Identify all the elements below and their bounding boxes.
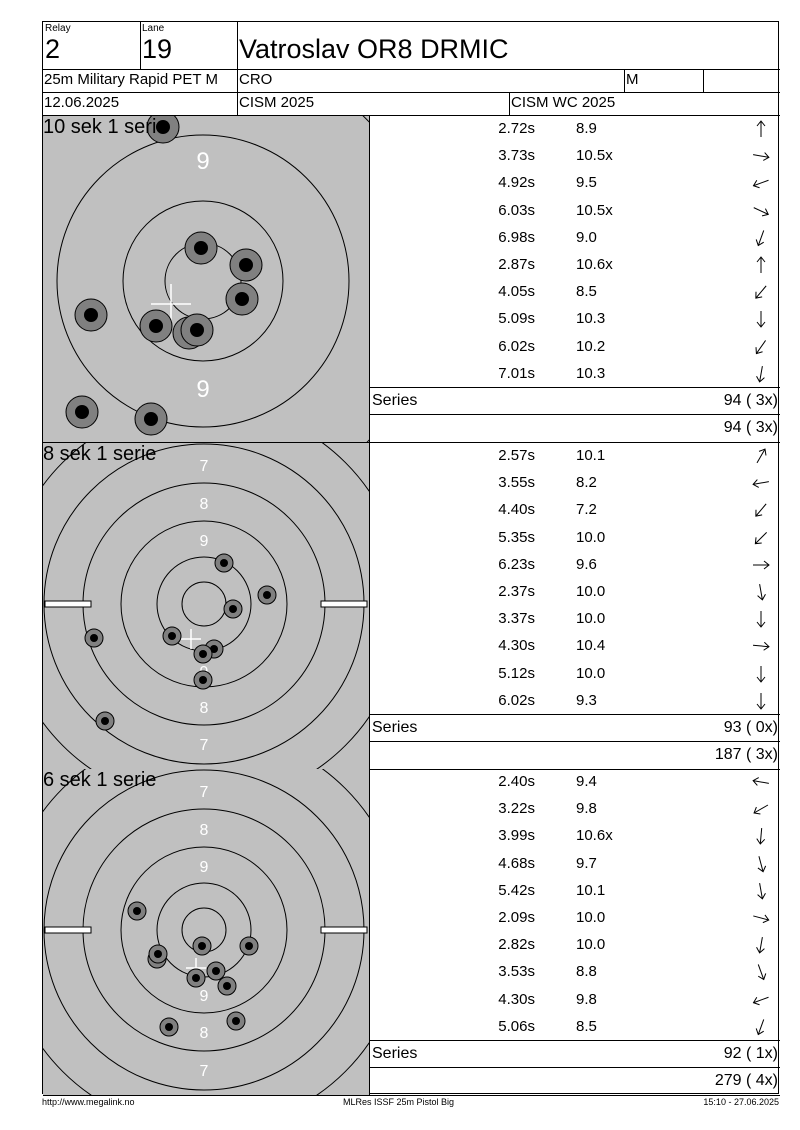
shot-direction bbox=[750, 582, 772, 602]
direction-arrow-icon bbox=[750, 582, 772, 602]
direction-arrow-icon bbox=[750, 1017, 772, 1037]
running-total: 279 ( 4x) bbox=[714, 1072, 778, 1089]
shots-table bbox=[369, 116, 780, 442]
shot-direction bbox=[750, 636, 772, 656]
shot-direction bbox=[750, 201, 772, 221]
shot-value: 10.3 bbox=[576, 310, 606, 328]
shot-time: 6.23s bbox=[498, 555, 535, 573]
nation-cell bbox=[238, 70, 624, 92]
ring-label: 8 bbox=[199, 496, 209, 513]
shot-direction bbox=[750, 555, 772, 575]
shot-row bbox=[370, 688, 780, 715]
shot-hole bbox=[193, 937, 211, 955]
shot-value: 10.1 bbox=[576, 881, 606, 899]
footer-url: http://www.megalink.no bbox=[42, 1097, 135, 1107]
shot-direction bbox=[750, 337, 772, 357]
date: 12.06.2025 bbox=[44, 94, 120, 111]
shot-hole bbox=[258, 586, 276, 604]
direction-arrow-icon bbox=[750, 528, 772, 548]
shot-row bbox=[370, 443, 780, 470]
ring-label: 8 bbox=[199, 700, 209, 717]
shot-hole bbox=[218, 977, 236, 995]
shot-row bbox=[370, 606, 780, 633]
shot-hole bbox=[226, 283, 258, 315]
shot-time: 5.09s bbox=[498, 310, 535, 328]
shot-time: 6.03s bbox=[498, 201, 535, 219]
direction-arrow-icon bbox=[750, 691, 772, 711]
shot-direction bbox=[750, 255, 772, 275]
shot-row bbox=[370, 932, 780, 959]
match-cell bbox=[510, 93, 780, 115]
shot-time: 4.68s bbox=[498, 854, 535, 872]
athlete-name: Vatroslav OR8 DRMIC bbox=[239, 34, 509, 64]
direction-arrow-icon bbox=[750, 500, 772, 520]
direction-arrow-icon bbox=[750, 146, 772, 166]
shot-value: 10.6x bbox=[576, 256, 613, 273]
shot-time: 5.06s bbox=[498, 1017, 535, 1035]
shot-row bbox=[370, 198, 780, 225]
shot-time: 4.92s bbox=[498, 174, 535, 192]
shot-time: 3.73s bbox=[498, 147, 535, 165]
shot-direction bbox=[750, 228, 772, 248]
shot-time: 5.35s bbox=[498, 528, 535, 546]
direction-arrow-icon bbox=[750, 201, 772, 221]
shot-direction bbox=[750, 119, 772, 139]
shot-row bbox=[370, 525, 780, 552]
target-image bbox=[43, 769, 369, 1095]
shot-direction bbox=[750, 146, 772, 166]
shot-hole bbox=[230, 249, 262, 281]
shot-value: 8.2 bbox=[576, 474, 597, 492]
shot-value: 10.2 bbox=[576, 337, 606, 355]
shot-hole bbox=[85, 629, 103, 647]
shot-hole bbox=[140, 310, 172, 342]
shot-direction bbox=[750, 799, 772, 819]
ring-label: 9 bbox=[196, 148, 210, 175]
shot-value: 10.0 bbox=[576, 610, 606, 628]
ring-label: 9 bbox=[199, 988, 209, 1005]
shot-row bbox=[370, 851, 780, 878]
series-total-row bbox=[370, 1040, 780, 1067]
result-sheet bbox=[42, 21, 779, 1094]
running-total-row bbox=[370, 414, 780, 441]
shot-direction bbox=[750, 881, 772, 901]
direction-arrow-icon bbox=[750, 664, 772, 684]
shot-time: 5.42s bbox=[498, 881, 535, 899]
shot-value: 9.3 bbox=[576, 691, 597, 709]
shot-time: 6.02s bbox=[498, 691, 535, 709]
shot-value: 9.5 bbox=[576, 174, 597, 192]
shot-direction bbox=[750, 473, 772, 493]
match: CISM WC 2025 bbox=[511, 94, 616, 111]
shot-value: 9.4 bbox=[576, 773, 597, 790]
shot-time: 7.01s bbox=[498, 364, 535, 382]
shot-row bbox=[370, 905, 780, 932]
event-cell bbox=[43, 70, 237, 92]
shot-row bbox=[370, 987, 780, 1014]
running-total-row bbox=[370, 741, 780, 768]
shot-time: 2.37s bbox=[498, 583, 535, 600]
shot-hole bbox=[215, 554, 233, 572]
shot-row bbox=[370, 878, 780, 905]
direction-arrow-icon bbox=[750, 309, 772, 329]
ring-label: 9 bbox=[199, 859, 209, 876]
shot-direction bbox=[750, 826, 772, 846]
shot-value: 10.5x bbox=[576, 147, 613, 165]
shot-row bbox=[370, 959, 780, 986]
shot-value: 9.7 bbox=[576, 854, 597, 872]
ring-label: 7 bbox=[199, 458, 209, 475]
shot-value: 10.3 bbox=[576, 364, 606, 382]
shot-value: 9.6 bbox=[576, 555, 597, 573]
shot-hole bbox=[181, 314, 213, 346]
shot-row bbox=[370, 306, 780, 333]
series-label: Series bbox=[372, 719, 418, 736]
target-image bbox=[43, 443, 369, 769]
series-title: 8 sek 1 serie bbox=[43, 443, 157, 465]
shot-direction bbox=[750, 282, 772, 302]
direction-arrow-icon bbox=[750, 636, 772, 656]
shot-hole bbox=[194, 645, 212, 663]
direction-arrow-icon bbox=[750, 119, 772, 139]
shot-time: 3.37s bbox=[498, 610, 535, 628]
shot-row bbox=[370, 116, 780, 143]
shot-value: 10.1 bbox=[576, 447, 606, 464]
shot-row bbox=[370, 661, 780, 688]
shot-row bbox=[370, 470, 780, 497]
shot-direction bbox=[750, 664, 772, 684]
direction-arrow-icon bbox=[750, 473, 772, 493]
footer-software: MLRes ISSF 25m Pistol Big bbox=[343, 1097, 455, 1107]
competition: CISM 2025 bbox=[239, 94, 315, 111]
shot-value: 9.8 bbox=[576, 800, 597, 818]
series-block bbox=[43, 443, 780, 770]
shot-row bbox=[370, 769, 780, 796]
shot-hole bbox=[128, 902, 146, 920]
shot-value: 10.5x bbox=[576, 201, 613, 219]
shot-time: 2.40s bbox=[498, 773, 535, 790]
series-total: 92 ( 1x) bbox=[723, 1045, 778, 1062]
shots-table bbox=[369, 443, 780, 769]
shot-row bbox=[370, 252, 780, 279]
shot-direction bbox=[750, 935, 772, 955]
shot-hole bbox=[135, 403, 167, 435]
lane-label: Lane bbox=[142, 23, 165, 34]
gender-cell bbox=[625, 70, 703, 92]
shot-row bbox=[370, 552, 780, 579]
shot-row bbox=[370, 279, 780, 306]
shot-value: 10.0 bbox=[576, 528, 606, 546]
shot-row bbox=[370, 225, 780, 252]
shot-direction bbox=[750, 609, 772, 629]
ring-label: 7 bbox=[199, 784, 209, 801]
series-title: 6 sek 1 serie bbox=[43, 769, 157, 791]
shot-time: 5.12s bbox=[498, 664, 535, 682]
shot-hole bbox=[227, 1012, 245, 1030]
relay-cell bbox=[43, 22, 140, 69]
shot-time: 2.09s bbox=[498, 909, 535, 926]
shot-direction bbox=[750, 854, 772, 874]
shot-row bbox=[370, 497, 780, 524]
shot-value: 10.0 bbox=[576, 583, 606, 600]
direction-arrow-icon bbox=[750, 446, 772, 466]
target-image bbox=[43, 116, 369, 442]
lane-cell bbox=[140, 22, 237, 69]
shot-direction bbox=[750, 1017, 772, 1037]
shot-value: 10.0 bbox=[576, 936, 606, 954]
shot-hole bbox=[187, 969, 205, 987]
direction-arrow-icon bbox=[750, 282, 772, 302]
shot-hole bbox=[194, 671, 212, 689]
shot-time: 3.22s bbox=[498, 800, 535, 818]
shot-time: 4.30s bbox=[498, 637, 535, 655]
shot-time: 4.05s bbox=[498, 283, 535, 301]
shot-direction bbox=[750, 990, 772, 1010]
lane-value: 19 bbox=[142, 34, 173, 64]
shot-direction bbox=[750, 691, 772, 711]
series-block bbox=[43, 116, 780, 443]
series-total: 94 ( 3x) bbox=[723, 392, 778, 409]
direction-arrow-icon bbox=[750, 555, 772, 575]
shot-hole bbox=[96, 712, 114, 730]
shot-direction bbox=[750, 309, 772, 329]
shot-direction bbox=[750, 772, 772, 792]
shot-direction bbox=[750, 528, 772, 548]
shot-row bbox=[370, 143, 780, 170]
direction-arrow-icon bbox=[750, 364, 772, 384]
ring-label: 7 bbox=[199, 737, 209, 754]
shot-hole bbox=[66, 396, 98, 428]
shot-hole bbox=[240, 937, 258, 955]
running-total: 187 ( 3x) bbox=[714, 746, 778, 763]
ring-label: 7 bbox=[199, 1063, 209, 1080]
event-name: 25m Military Rapid PET M bbox=[44, 71, 218, 88]
gender: M bbox=[626, 71, 639, 88]
running-total-row bbox=[370, 1067, 780, 1094]
shot-direction bbox=[750, 173, 772, 193]
shot-row bbox=[370, 633, 780, 660]
direction-arrow-icon bbox=[750, 962, 772, 982]
shot-time: 2.72s bbox=[498, 120, 535, 137]
shot-value: 9.0 bbox=[576, 228, 597, 246]
shot-time: 2.87s bbox=[498, 256, 535, 273]
direction-arrow-icon bbox=[750, 255, 772, 275]
shot-time: 3.55s bbox=[498, 474, 535, 492]
direction-arrow-icon bbox=[750, 609, 772, 629]
direction-arrow-icon bbox=[750, 990, 772, 1010]
direction-arrow-icon bbox=[750, 854, 772, 874]
shot-time: 2.57s bbox=[498, 447, 535, 464]
ring-label: 9 bbox=[196, 376, 210, 403]
athlete-cell bbox=[237, 22, 780, 69]
direction-arrow-icon bbox=[750, 173, 772, 193]
ring-label: 9 bbox=[199, 533, 209, 550]
shot-hole bbox=[149, 945, 167, 963]
direction-arrow-icon bbox=[750, 228, 772, 248]
shot-row bbox=[370, 334, 780, 361]
series-total: 93 ( 0x) bbox=[723, 719, 778, 736]
shot-value: 8.8 bbox=[576, 963, 597, 981]
shot-direction bbox=[750, 908, 772, 928]
shot-row bbox=[370, 796, 780, 823]
footer-timestamp: 15:10 - 27.06.2025 bbox=[703, 1097, 779, 1107]
shot-hole bbox=[160, 1018, 178, 1036]
shot-value: 7.2 bbox=[576, 501, 597, 519]
shot-time: 3.99s bbox=[498, 827, 535, 845]
direction-arrow-icon bbox=[750, 772, 772, 792]
shot-hole bbox=[224, 600, 242, 618]
shot-time: 4.30s bbox=[498, 990, 535, 1008]
series-total-row bbox=[370, 714, 780, 741]
series-label: Series bbox=[372, 392, 418, 409]
shot-row bbox=[370, 170, 780, 197]
relay-value: 2 bbox=[45, 34, 61, 64]
shot-hole bbox=[207, 962, 225, 980]
shot-row bbox=[370, 579, 780, 606]
shot-value: 9.8 bbox=[576, 990, 597, 1008]
shot-direction bbox=[750, 500, 772, 520]
direction-arrow-icon bbox=[750, 908, 772, 928]
series-title: 10 sek 1 serie bbox=[43, 116, 168, 138]
direction-arrow-icon bbox=[750, 799, 772, 819]
series-total-row bbox=[370, 387, 780, 414]
shot-time: 3.53s bbox=[498, 963, 535, 981]
shot-row bbox=[370, 361, 780, 388]
relay-label: Relay bbox=[45, 23, 71, 34]
shot-value: 10.0 bbox=[576, 664, 606, 682]
direction-arrow-icon bbox=[750, 337, 772, 357]
shot-time: 6.02s bbox=[498, 337, 535, 355]
running-total: 94 ( 3x) bbox=[723, 419, 778, 436]
ring-label: 8 bbox=[199, 1025, 209, 1042]
shot-value: 10.0 bbox=[576, 909, 606, 926]
shot-value: 10.6x bbox=[576, 827, 613, 845]
direction-arrow-icon bbox=[750, 881, 772, 901]
shot-value: 8.9 bbox=[576, 120, 597, 137]
direction-arrow-icon bbox=[750, 935, 772, 955]
shot-row bbox=[370, 1014, 780, 1041]
series-label: Series bbox=[372, 1045, 418, 1062]
date-cell bbox=[43, 93, 237, 115]
shot-row bbox=[370, 823, 780, 850]
nation: CRO bbox=[239, 71, 273, 88]
shot-direction bbox=[750, 364, 772, 384]
shot-value: 8.5 bbox=[576, 1017, 597, 1035]
shot-time: 4.40s bbox=[498, 501, 535, 519]
ring-label: 8 bbox=[199, 822, 209, 839]
shots-table bbox=[369, 769, 780, 1095]
shot-value: 10.4 bbox=[576, 637, 606, 655]
shot-hole bbox=[75, 299, 107, 331]
shot-hole bbox=[185, 232, 217, 264]
shot-value: 8.5 bbox=[576, 283, 597, 301]
series-block bbox=[43, 769, 780, 1096]
shot-hole bbox=[163, 627, 181, 645]
shot-direction bbox=[750, 962, 772, 982]
direction-arrow-icon bbox=[750, 826, 772, 846]
shot-time: 2.82s bbox=[498, 936, 535, 954]
competition-cell bbox=[238, 93, 509, 115]
shot-time: 6.98s bbox=[498, 228, 535, 246]
shot-direction bbox=[750, 446, 772, 466]
